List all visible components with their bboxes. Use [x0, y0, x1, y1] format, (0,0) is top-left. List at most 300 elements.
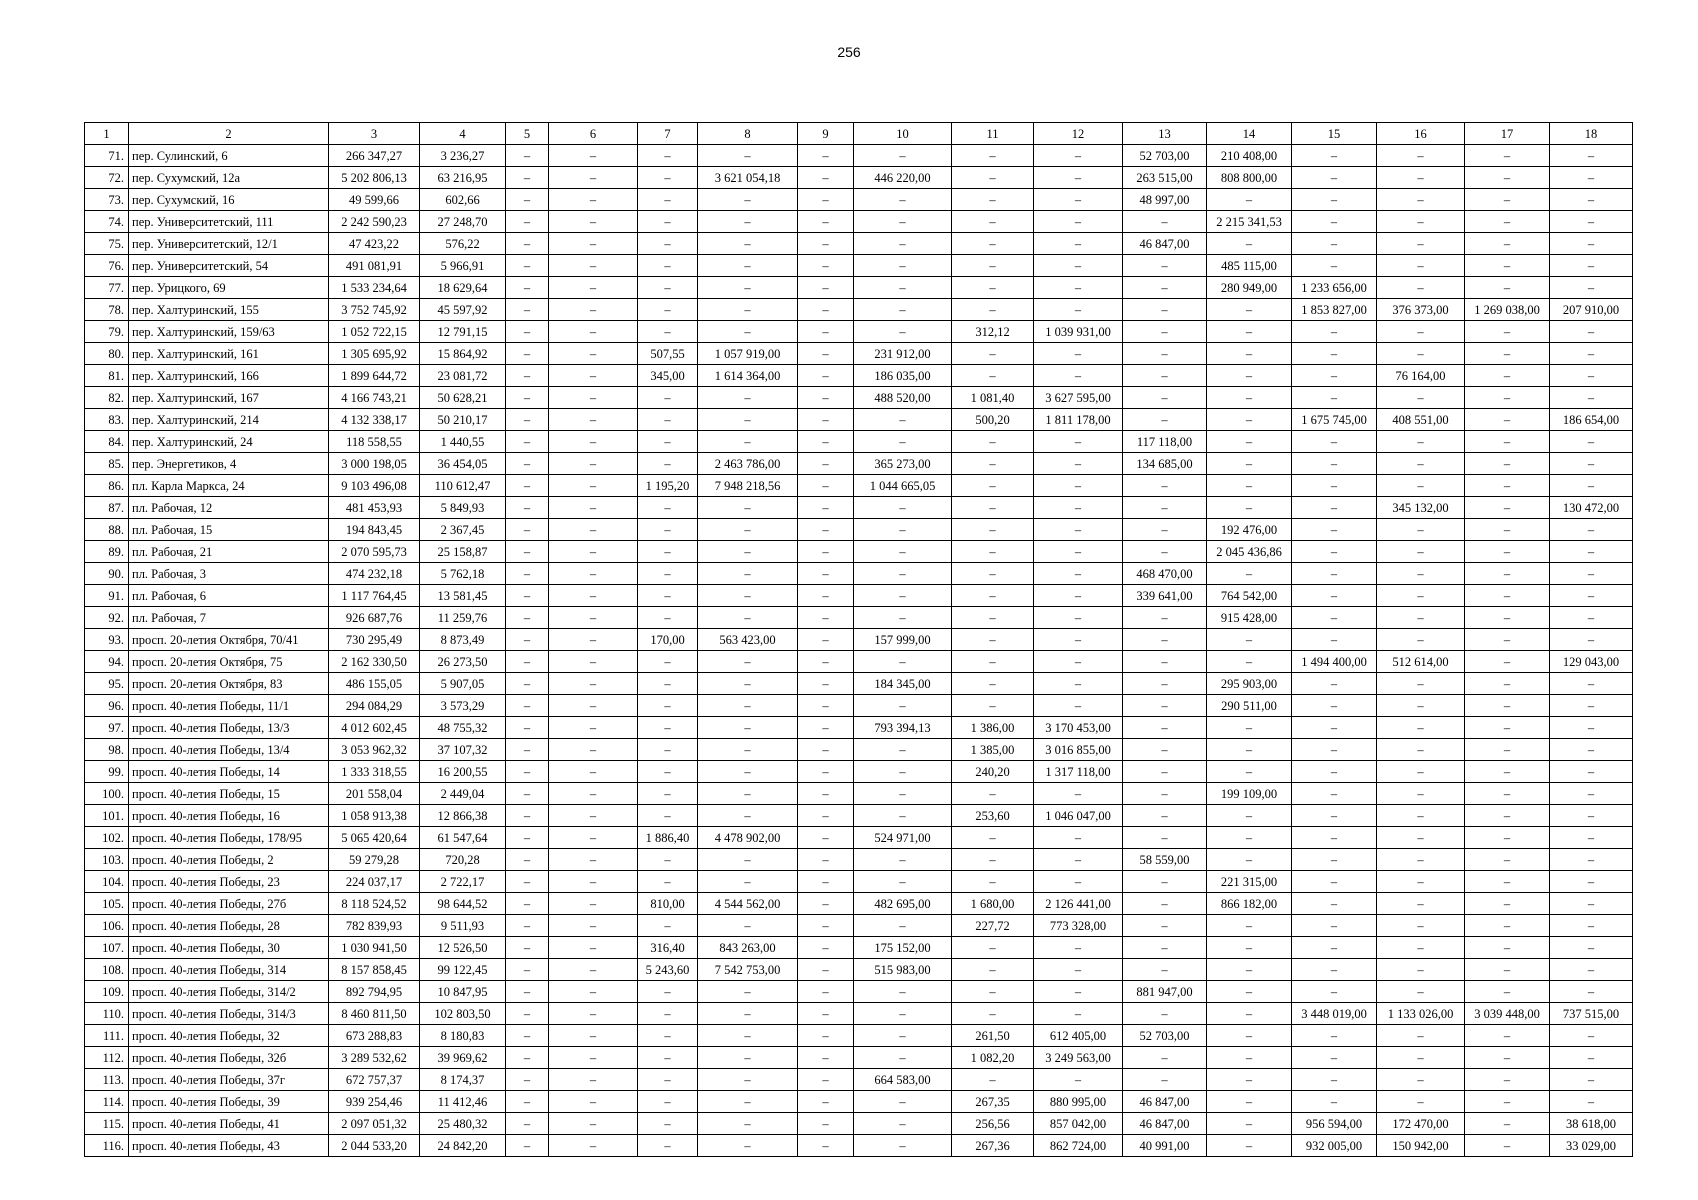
- value-cell: –: [1377, 475, 1465, 497]
- address-cell: просп. 40-летия Победы, 28: [129, 915, 329, 937]
- value-cell: –: [506, 783, 549, 805]
- value-cell: –: [1292, 321, 1377, 343]
- value-cell: –: [1377, 1091, 1465, 1113]
- table-row: [85, 1091, 1633, 1113]
- address-cell: пер. Сухумский, 16: [129, 189, 329, 211]
- value-cell: –: [698, 871, 798, 893]
- value-cell: 1 044 665,05: [854, 475, 952, 497]
- value-cell: –: [506, 805, 549, 827]
- value-cell: –: [798, 497, 854, 519]
- value-cell: –: [952, 937, 1034, 959]
- value-cell: 2 242 590,23: [329, 211, 420, 233]
- table-row: [85, 211, 1633, 233]
- value-cell: 1 117 764,45: [329, 585, 420, 607]
- value-cell: –: [638, 1135, 698, 1157]
- table-row: [85, 871, 1633, 893]
- value-cell: –: [854, 651, 952, 673]
- value-cell: 3 573,29: [420, 695, 506, 717]
- value-cell: 63 216,95: [420, 167, 506, 189]
- address-cell: пер. Халтуринский, 161: [129, 343, 329, 365]
- column-header-15: 15: [1292, 123, 1377, 145]
- value-cell: –: [1465, 937, 1550, 959]
- value-cell: 8 873,49: [420, 629, 506, 651]
- value-cell: –: [1292, 937, 1377, 959]
- value-cell: –: [854, 849, 952, 871]
- value-cell: –: [638, 211, 698, 233]
- value-cell: 266 347,27: [329, 145, 420, 167]
- value-cell: –: [1034, 431, 1123, 453]
- row-number-cell: 112.: [85, 1047, 129, 1069]
- value-cell: –: [506, 387, 549, 409]
- value-cell: 263 515,00: [1123, 167, 1207, 189]
- value-cell: –: [1465, 893, 1550, 915]
- value-cell: –: [1377, 893, 1465, 915]
- value-cell: 199 109,00: [1207, 783, 1292, 805]
- value-cell: –: [952, 167, 1034, 189]
- value-cell: –: [1292, 827, 1377, 849]
- value-cell: –: [506, 1069, 549, 1091]
- value-cell: –: [1207, 717, 1292, 739]
- value-cell: –: [1550, 189, 1633, 211]
- value-cell: –: [1292, 365, 1377, 387]
- value-cell: 175 152,00: [854, 937, 952, 959]
- row-number-cell: 105.: [85, 893, 129, 915]
- value-cell: –: [1377, 321, 1465, 343]
- value-cell: –: [798, 343, 854, 365]
- value-cell: –: [638, 563, 698, 585]
- value-cell: –: [1292, 1047, 1377, 1069]
- row-number-cell: 116.: [85, 1135, 129, 1157]
- value-cell: –: [798, 717, 854, 739]
- row-number-cell: 84.: [85, 431, 129, 453]
- value-cell: –: [952, 299, 1034, 321]
- value-cell: –: [1034, 233, 1123, 255]
- value-cell: –: [1465, 145, 1550, 167]
- value-cell: –: [1377, 255, 1465, 277]
- value-cell: 184 345,00: [854, 673, 952, 695]
- value-cell: 23 081,72: [420, 365, 506, 387]
- value-cell: –: [549, 871, 638, 893]
- value-cell: 1 386,00: [952, 717, 1034, 739]
- value-cell: –: [1034, 585, 1123, 607]
- table-row: [85, 937, 1633, 959]
- value-cell: 376 373,00: [1377, 299, 1465, 321]
- value-cell: 227,72: [952, 915, 1034, 937]
- value-cell: –: [638, 717, 698, 739]
- row-number-cell: 72.: [85, 167, 129, 189]
- value-cell: –: [1123, 783, 1207, 805]
- value-cell: –: [1034, 871, 1123, 893]
- value-cell: 130 472,00: [1550, 497, 1633, 519]
- value-cell: 5 243,60: [638, 959, 698, 981]
- value-cell: –: [1377, 343, 1465, 365]
- value-cell: –: [1550, 673, 1633, 695]
- value-cell: –: [1377, 519, 1465, 541]
- value-cell: 52 703,00: [1123, 145, 1207, 167]
- row-number-cell: 71.: [85, 145, 129, 167]
- value-cell: –: [1292, 475, 1377, 497]
- value-cell: 468 470,00: [1123, 563, 1207, 585]
- table-row: [85, 827, 1633, 849]
- value-cell: –: [854, 695, 952, 717]
- row-number-cell: 89.: [85, 541, 129, 563]
- value-cell: –: [549, 585, 638, 607]
- value-cell: –: [638, 387, 698, 409]
- value-cell: 488 520,00: [854, 387, 952, 409]
- value-cell: 4 478 902,00: [698, 827, 798, 849]
- table-row: [85, 387, 1633, 409]
- column-header-8: 8: [698, 123, 798, 145]
- value-cell: –: [1550, 211, 1633, 233]
- value-cell: –: [506, 453, 549, 475]
- value-cell: –: [506, 915, 549, 937]
- row-number-cell: 81.: [85, 365, 129, 387]
- value-cell: –: [798, 937, 854, 959]
- value-cell: –: [1034, 695, 1123, 717]
- value-cell: –: [1465, 409, 1550, 431]
- value-cell: –: [698, 321, 798, 343]
- value-cell: 956 594,00: [1292, 1113, 1377, 1135]
- table-row: [85, 607, 1633, 629]
- value-cell: –: [698, 585, 798, 607]
- value-cell: 295 903,00: [1207, 673, 1292, 695]
- value-cell: 500,20: [952, 409, 1034, 431]
- value-cell: 201 558,04: [329, 783, 420, 805]
- value-cell: 339 641,00: [1123, 585, 1207, 607]
- value-cell: –: [1207, 453, 1292, 475]
- value-cell: 224 037,17: [329, 871, 420, 893]
- value-cell: –: [1465, 233, 1550, 255]
- value-cell: 515 983,00: [854, 959, 952, 981]
- address-cell: просп. 40-летия Победы, 43: [129, 1135, 329, 1157]
- value-cell: –: [549, 915, 638, 937]
- value-cell: –: [854, 541, 952, 563]
- value-cell: –: [1034, 145, 1123, 167]
- address-cell: просп. 40-летия Победы, 27б: [129, 893, 329, 915]
- value-cell: –: [854, 761, 952, 783]
- value-cell: 4 012 602,45: [329, 717, 420, 739]
- column-header-6: 6: [549, 123, 638, 145]
- value-cell: –: [798, 849, 854, 871]
- value-cell: 37 107,32: [420, 739, 506, 761]
- value-cell: –: [1292, 563, 1377, 585]
- value-cell: 7 948 218,56: [698, 475, 798, 497]
- value-cell: –: [1207, 827, 1292, 849]
- address-cell: просп. 40-летия Победы, 314/3: [129, 1003, 329, 1025]
- value-cell: –: [952, 497, 1034, 519]
- value-cell: –: [1034, 167, 1123, 189]
- value-cell: –: [1207, 321, 1292, 343]
- address-cell: просп. 20-летия Октября, 70/41: [129, 629, 329, 651]
- value-cell: –: [1207, 915, 1292, 937]
- row-number-cell: 75.: [85, 233, 129, 255]
- value-cell: –: [1034, 959, 1123, 981]
- value-cell: 1 305 695,92: [329, 343, 420, 365]
- value-cell: –: [952, 849, 1034, 871]
- column-header-1: 1: [85, 123, 129, 145]
- value-cell: –: [1550, 937, 1633, 959]
- value-cell: –: [1123, 255, 1207, 277]
- value-cell: –: [549, 277, 638, 299]
- value-cell: 98 644,52: [420, 893, 506, 915]
- value-cell: 8 118 524,52: [329, 893, 420, 915]
- value-cell: 45 597,92: [420, 299, 506, 321]
- value-cell: 491 081,91: [329, 255, 420, 277]
- value-cell: –: [506, 519, 549, 541]
- value-cell: –: [638, 189, 698, 211]
- value-cell: –: [1034, 299, 1123, 321]
- address-cell: просп. 40-летия Победы, 32б: [129, 1047, 329, 1069]
- value-cell: –: [638, 805, 698, 827]
- value-cell: –: [1123, 739, 1207, 761]
- value-cell: –: [1207, 365, 1292, 387]
- value-cell: 1 233 656,00: [1292, 277, 1377, 299]
- value-cell: –: [698, 1113, 798, 1135]
- value-cell: 25 158,87: [420, 541, 506, 563]
- value-cell: –: [798, 409, 854, 431]
- value-cell: –: [506, 431, 549, 453]
- address-cell: просп. 20-летия Октября, 75: [129, 651, 329, 673]
- value-cell: –: [1123, 497, 1207, 519]
- row-number-cell: 93.: [85, 629, 129, 651]
- value-cell: 612 405,00: [1034, 1025, 1123, 1047]
- value-cell: –: [798, 915, 854, 937]
- value-cell: 15 864,92: [420, 343, 506, 365]
- value-cell: –: [1034, 607, 1123, 629]
- value-cell: –: [1292, 541, 1377, 563]
- value-cell: 3 249 563,00: [1034, 1047, 1123, 1069]
- value-cell: 2 162 330,50: [329, 651, 420, 673]
- column-header-14: 14: [1207, 123, 1292, 145]
- table-body: [85, 145, 1633, 1157]
- row-number-cell: 91.: [85, 585, 129, 607]
- value-cell: 2 126 441,00: [1034, 893, 1123, 915]
- value-cell: –: [952, 651, 1034, 673]
- value-cell: –: [506, 167, 549, 189]
- value-cell: –: [1292, 717, 1377, 739]
- value-cell: –: [1550, 585, 1633, 607]
- table-row: [85, 981, 1633, 1003]
- value-cell: –: [952, 365, 1034, 387]
- value-cell: –: [1207, 1003, 1292, 1025]
- value-cell: –: [1123, 1069, 1207, 1091]
- value-cell: –: [506, 1003, 549, 1025]
- value-cell: –: [506, 959, 549, 981]
- table-row: [85, 959, 1633, 981]
- value-cell: –: [798, 607, 854, 629]
- header-row: [85, 123, 1633, 145]
- value-cell: 8 180,83: [420, 1025, 506, 1047]
- table-row: [85, 365, 1633, 387]
- value-cell: –: [798, 1091, 854, 1113]
- value-cell: –: [698, 277, 798, 299]
- value-cell: –: [1550, 849, 1633, 871]
- value-cell: –: [549, 563, 638, 585]
- value-cell: –: [1123, 871, 1207, 893]
- value-cell: –: [1292, 739, 1377, 761]
- value-cell: –: [698, 607, 798, 629]
- value-cell: –: [1292, 849, 1377, 871]
- value-cell: –: [1377, 453, 1465, 475]
- value-cell: –: [1292, 387, 1377, 409]
- value-cell: –: [1550, 277, 1633, 299]
- address-cell: пер. Урицкого, 69: [129, 277, 329, 299]
- value-cell: –: [952, 871, 1034, 893]
- value-cell: –: [1207, 981, 1292, 1003]
- value-cell: 210 408,00: [1207, 145, 1292, 167]
- value-cell: 773 328,00: [1034, 915, 1123, 937]
- value-cell: 2 097 051,32: [329, 1113, 420, 1135]
- value-cell: 5 907,05: [420, 673, 506, 695]
- value-cell: 40 991,00: [1123, 1135, 1207, 1157]
- value-cell: 1 440,55: [420, 431, 506, 453]
- value-cell: 59 279,28: [329, 849, 420, 871]
- value-cell: –: [638, 167, 698, 189]
- value-cell: 1 385,00: [952, 739, 1034, 761]
- value-cell: –: [506, 255, 549, 277]
- value-cell: 76 164,00: [1377, 365, 1465, 387]
- value-cell: –: [506, 1047, 549, 1069]
- value-cell: –: [1550, 761, 1633, 783]
- value-cell: –: [1377, 827, 1465, 849]
- value-cell: 10 847,95: [420, 981, 506, 1003]
- value-cell: –: [1292, 959, 1377, 981]
- value-cell: 915 428,00: [1207, 607, 1292, 629]
- value-cell: –: [1465, 321, 1550, 343]
- value-cell: –: [854, 1025, 952, 1047]
- value-cell: 186 654,00: [1550, 409, 1633, 431]
- address-cell: пл. Рабочая, 7: [129, 607, 329, 629]
- value-cell: 1 533 234,64: [329, 277, 420, 299]
- row-number-cell: 99.: [85, 761, 129, 783]
- value-cell: –: [638, 1025, 698, 1047]
- value-cell: –: [638, 651, 698, 673]
- value-cell: –: [638, 255, 698, 277]
- value-cell: 810,00: [638, 893, 698, 915]
- value-cell: –: [1123, 475, 1207, 497]
- value-cell: –: [798, 167, 854, 189]
- value-cell: 720,28: [420, 849, 506, 871]
- value-cell: 117 118,00: [1123, 431, 1207, 453]
- value-cell: –: [506, 1113, 549, 1135]
- value-cell: –: [1377, 585, 1465, 607]
- value-cell: –: [854, 1003, 952, 1025]
- value-cell: –: [1465, 695, 1550, 717]
- value-cell: –: [1292, 497, 1377, 519]
- value-cell: –: [1292, 233, 1377, 255]
- value-cell: –: [549, 629, 638, 651]
- value-cell: –: [1377, 167, 1465, 189]
- value-cell: –: [1465, 629, 1550, 651]
- value-cell: –: [798, 387, 854, 409]
- value-cell: –: [952, 145, 1034, 167]
- value-cell: –: [1377, 211, 1465, 233]
- table-row: [85, 717, 1633, 739]
- table-row: [85, 145, 1633, 167]
- value-cell: 46 847,00: [1123, 233, 1207, 255]
- value-cell: –: [506, 849, 549, 871]
- address-cell: пер. Университетский, 54: [129, 255, 329, 277]
- value-cell: –: [638, 541, 698, 563]
- column-header-10: 10: [854, 123, 952, 145]
- value-cell: –: [549, 255, 638, 277]
- value-cell: –: [952, 519, 1034, 541]
- value-cell: –: [1465, 255, 1550, 277]
- value-cell: –: [698, 1025, 798, 1047]
- value-cell: –: [698, 233, 798, 255]
- value-cell: –: [1292, 1069, 1377, 1091]
- value-cell: –: [638, 1091, 698, 1113]
- value-cell: –: [638, 695, 698, 717]
- value-cell: –: [1207, 1025, 1292, 1047]
- value-cell: –: [506, 233, 549, 255]
- value-cell: –: [1465, 1069, 1550, 1091]
- value-cell: –: [698, 695, 798, 717]
- row-number-cell: 115.: [85, 1113, 129, 1135]
- value-cell: 150 942,00: [1377, 1135, 1465, 1157]
- value-cell: –: [506, 761, 549, 783]
- value-cell: –: [506, 607, 549, 629]
- value-cell: 481 453,93: [329, 497, 420, 519]
- value-cell: –: [506, 563, 549, 585]
- value-cell: –: [698, 651, 798, 673]
- value-cell: 13 581,45: [420, 585, 506, 607]
- value-cell: –: [1123, 695, 1207, 717]
- value-cell: 11 259,76: [420, 607, 506, 629]
- value-cell: –: [698, 981, 798, 1003]
- value-cell: –: [798, 321, 854, 343]
- value-cell: –: [1292, 673, 1377, 695]
- value-cell: 5 762,18: [420, 563, 506, 585]
- value-cell: 58 559,00: [1123, 849, 1207, 871]
- value-cell: –: [1034, 277, 1123, 299]
- value-cell: –: [549, 365, 638, 387]
- value-cell: –: [506, 145, 549, 167]
- value-cell: –: [1465, 211, 1550, 233]
- value-cell: –: [952, 563, 1034, 585]
- column-header-12: 12: [1034, 123, 1123, 145]
- value-cell: –: [638, 453, 698, 475]
- value-cell: 9 511,93: [420, 915, 506, 937]
- value-cell: –: [854, 585, 952, 607]
- value-cell: –: [549, 1113, 638, 1135]
- value-cell: –: [1034, 343, 1123, 365]
- value-cell: –: [1034, 255, 1123, 277]
- value-cell: –: [549, 1069, 638, 1091]
- value-cell: –: [638, 1003, 698, 1025]
- address-cell: пл. Рабочая, 12: [129, 497, 329, 519]
- value-cell: –: [638, 431, 698, 453]
- value-cell: 485 115,00: [1207, 255, 1292, 277]
- data-table: [84, 122, 1633, 1157]
- value-cell: –: [506, 695, 549, 717]
- value-cell: –: [1465, 849, 1550, 871]
- value-cell: 2 070 595,73: [329, 541, 420, 563]
- value-cell: 1 614 364,00: [698, 365, 798, 387]
- value-cell: –: [952, 783, 1034, 805]
- value-cell: –: [506, 717, 549, 739]
- value-cell: –: [798, 431, 854, 453]
- row-number-cell: 90.: [85, 563, 129, 585]
- address-cell: просп. 40-летия Победы, 41: [129, 1113, 329, 1135]
- table-row: [85, 761, 1633, 783]
- value-cell: –: [638, 233, 698, 255]
- value-cell: –: [1377, 563, 1465, 585]
- value-cell: –: [952, 827, 1034, 849]
- value-cell: –: [638, 783, 698, 805]
- address-cell: пер. Сухумский, 12а: [129, 167, 329, 189]
- value-cell: –: [1377, 805, 1465, 827]
